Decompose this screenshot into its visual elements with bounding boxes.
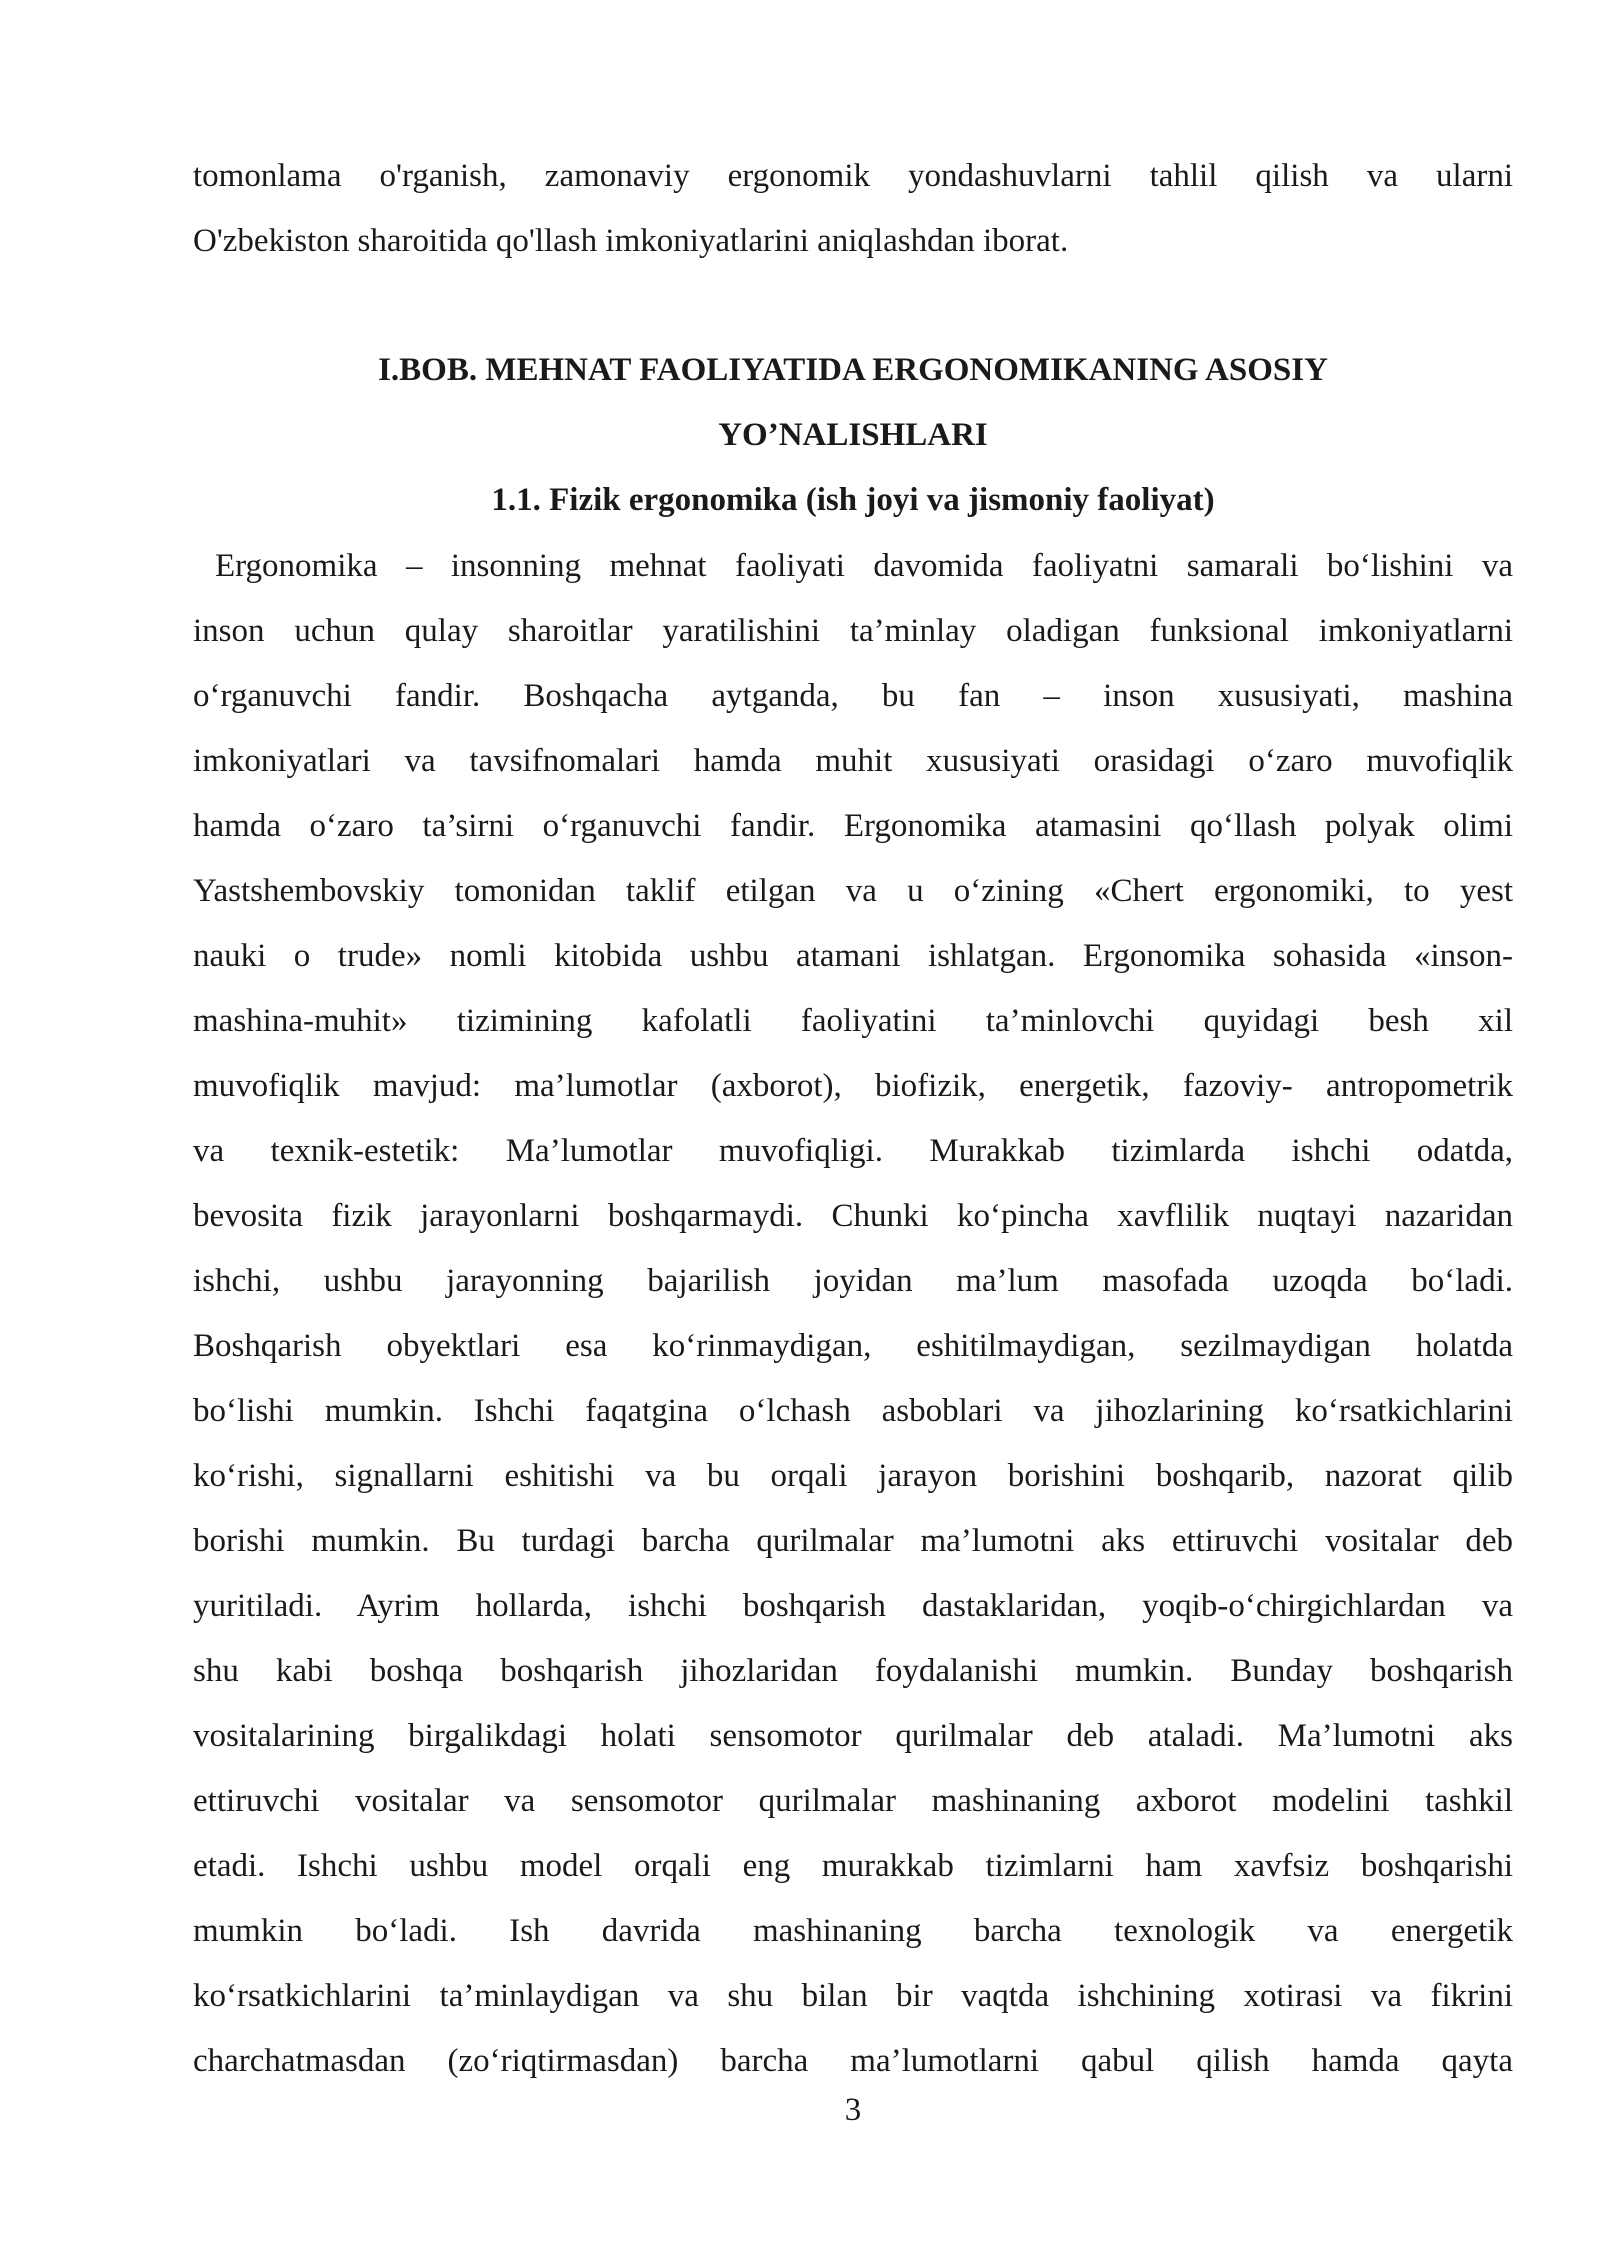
body-line: Ergonomika – insonning mehnat faoliyati davomida faoliyatni samarali bo‘lishini va [215,548,1513,584]
chapter-title-continued: YO’NALISHLARI [718,417,988,453]
body-line: borishi mumkin. Bu turdagi barcha qurilmalar ma’lumotni aks ettiruvchi vositalar deb [193,1523,1513,1559]
body-line: ishchi, ushbu jarayonning bajarilish joyidan ma’lum masofada uzoqda bo‘ladi. [193,1263,1513,1299]
body-line: shu kabi boshqa boshqarish jihozlaridan foydalanishi mumkin. Bunday boshqarish [193,1653,1513,1689]
chapter-title: I.BOB. MEHNAT FAOLIYATIDA ERGONOMIKANING ASOSIY [378,352,1328,388]
body-line: etadi. Ishchi ushbu model orqali eng murakkab tizimlarni ham xavfsiz boshqarishi [193,1848,1513,1884]
body-line: ko‘rishi, signallarni eshitishi va bu orqali jarayon borishini boshqarib, nazorat qilib [193,1458,1513,1494]
intro-line: tomonlama o'rganish, zamonaviy ergonomik yondashuvlarni tahlil qilish va ularni [193,158,1513,194]
body-line: va texnik-estetik: Ma’lumotlar muvofiqligi. Murakkab tizimlarda ishchi odatda, [193,1133,1513,1169]
body-line: imkoniyatlari va tavsifnomalari hamda muhit xususiyati orasidagi o‘zaro muvofiqlik [193,743,1513,779]
body-line: Boshqarish obyektlari esa ko‘rinmaydigan, eshitilmaydigan, sezilmaydigan holatda [193,1328,1513,1364]
body-line: vositalarining birgalikdagi holati sensomotor qurilmalar deb ataladi. Ma’lumotni aks [193,1718,1513,1754]
body-line: bevosita fizik jarayonlarni boshqarmaydi. Chunki ko‘pincha xavflilik nuqtayi nazaridan [193,1198,1513,1234]
section-title: 1.1. Fizik ergonomika (ish joyi va jismoniy faoliyat) [491,482,1215,518]
page-number: 3 [844,2092,862,2128]
body-line: ettiruvchi vositalar va sensomotor qurilmalar mashinaning axborot modelini tashkil [193,1783,1513,1819]
body-line: bo‘lishi mumkin. Ishchi faqatgina o‘lchash asboblari va jihozlarining ko‘rsatkichlarini [193,1393,1513,1429]
body-line: mashina-muhit» tizimining kafolatli faoliyatini ta’minlovchi quyidagi besh xil [193,1003,1513,1039]
body-line: charchatmasdan (zo‘riqtirmasdan) barcha ma’lumotlarni qabul qilish hamda qayta [193,2043,1513,2079]
body-line: inson uchun qulay sharoitlar yaratilishini ta’minlay oladigan funksional imkoniyatlarni [193,613,1513,649]
body-line: muvofiqlik mavjud: ma’lumotlar (axborot), biofizik, energetik, fazoviy- antropometrik [193,1068,1513,1104]
body-line: yuritiladi. Ayrim hollarda, ishchi boshqarish dastaklaridan, yoqib-o‘chirgichlardan va [193,1588,1513,1624]
body-line: nauki o trude» nomli kitobida ushbu atamani ishlatgan. Ergonomika sohasida «inson- [193,938,1513,974]
body-line: o‘rganuvchi fandir. Boshqacha aytganda, bu fan – inson xususiyati, mashina [193,678,1513,714]
body-line: hamda o‘zaro ta’sirni o‘rganuvchi fandir. Ergonomika atamasini qo‘llash polyak olimi [193,808,1513,844]
body-line: Yastshembovskiy tomonidan taklif etilgan va u o‘zining «Chert ergonomiki, to yest [193,873,1513,909]
body-line: ko‘rsatkichlarini ta’minlaydigan va shu bilan bir vaqtda ishchining xotirasi va fikrini [193,1978,1513,2014]
body-line: mumkin bo‘ladi. Ish davrida mashinaning barcha texnologik va energetik [193,1913,1513,1949]
intro-line: O'zbekiston sharoitida qo'llash imkoniyatlarini aniqlashdan iborat. [193,223,1069,259]
